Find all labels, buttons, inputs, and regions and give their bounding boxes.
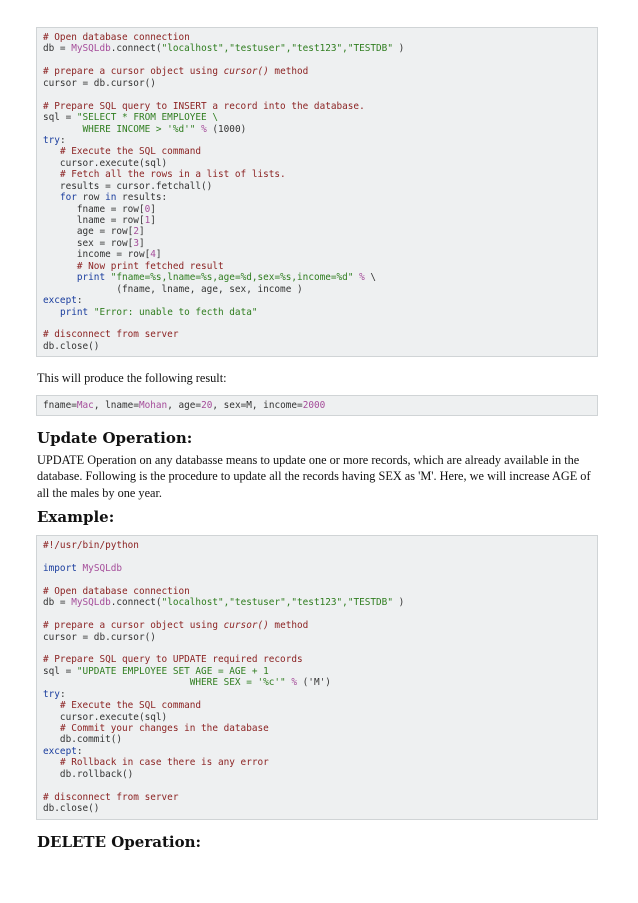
code-line [43, 400, 591, 411]
heading-delete-operation: DELETE Operation: [37, 833, 202, 851]
code-line [43, 329, 591, 340]
code-token: for [59, 192, 77, 204]
code-token: ) [392, 597, 405, 609]
code-token: method [268, 620, 309, 632]
code-token: # Rollback in case there is any error [59, 757, 269, 769]
code-token: 20 [201, 400, 213, 411]
result-intro-text: This will produce the following result: [37, 371, 227, 385]
code-token: MySQLdb [82, 562, 123, 574]
code-token: db.rollback() [43, 768, 134, 780]
code-token: 4 [150, 249, 156, 261]
code-token: # prepare a cursor object using [43, 620, 224, 632]
code-line [43, 112, 591, 123]
code-token: : [76, 745, 83, 757]
code-token: (fname, lname, age, sex, income ) [43, 283, 303, 295]
code-token: % [291, 677, 298, 689]
code-line [43, 318, 591, 329]
code-token: ] [150, 215, 156, 226]
code-token [43, 146, 60, 157]
code-line [43, 272, 591, 283]
code-line [43, 32, 591, 43]
code-token: cursor() [223, 620, 269, 632]
code-token: # prepare a cursor object using [43, 66, 224, 78]
code-line [43, 101, 591, 112]
code-line [43, 654, 591, 665]
code-line [43, 609, 591, 620]
code-token: ) [392, 43, 405, 55]
code-token: "Error: unable to fecth data" [93, 306, 258, 318]
code-line [43, 238, 591, 249]
code-token: except [43, 295, 77, 307]
code-token [43, 757, 60, 768]
code-token: % [201, 123, 207, 135]
code-token: ] [138, 226, 145, 238]
code-line [43, 597, 591, 608]
code-line [43, 146, 591, 157]
code-token: # Execute the SQL command [59, 700, 202, 712]
code-token: sql = [43, 112, 77, 124]
code-line [43, 55, 591, 66]
code-token: income = row[ [43, 249, 151, 261]
code-token: method [268, 66, 309, 78]
code-token: try [43, 134, 60, 146]
code-line [43, 341, 591, 352]
code-token [43, 272, 77, 283]
code-token: "SELECT * FROM EMPLOYEE \ [76, 112, 218, 124]
code-token: except [43, 745, 77, 757]
code-token: # disconnect from server [43, 791, 179, 803]
code-line [43, 792, 591, 803]
code-token: # disconnect from server [43, 329, 179, 341]
code-line [43, 734, 591, 745]
code-token: \ [364, 272, 377, 284]
code-line [43, 780, 591, 791]
code-line [43, 563, 591, 574]
code-token: # Prepare SQL query to INSERT a record into the database. [43, 100, 365, 112]
code-line [43, 666, 591, 677]
code-token: % [359, 272, 365, 284]
code-line [43, 700, 591, 711]
heading-update-operation: Update Operation: [37, 429, 193, 447]
code-token [43, 169, 60, 180]
code-token: # Fetch all the rows in a list of lists. [59, 169, 286, 181]
code-block-output [36, 395, 598, 416]
code-token: , sex=M, income= [212, 400, 303, 411]
code-token: db.close() [43, 803, 100, 815]
code-token: "localhost","testuser","test123","TESTDB" [161, 597, 393, 609]
code-token: # Commit your changes in the database [59, 723, 269, 734]
code-token: db.close() [43, 340, 100, 352]
code-token: Mohan [138, 400, 168, 411]
code-line [43, 249, 591, 260]
code-line [43, 689, 591, 700]
code-token: row [76, 192, 106, 204]
code-token: WHERE INCOME > '%d'" [43, 123, 196, 135]
code-line [43, 284, 591, 295]
code-block-insert-select [36, 27, 598, 357]
code-token: 2 [133, 226, 139, 238]
code-token: .connect( [110, 43, 162, 55]
code-line [43, 215, 591, 226]
code-token: sex = row[ [43, 237, 134, 249]
code-token: 0 [144, 203, 151, 215]
code-line [43, 540, 591, 551]
code-token: : [76, 295, 83, 307]
code-line [43, 158, 591, 169]
code-token: age = row[ [43, 226, 134, 238]
code-line [43, 226, 591, 237]
code-token: 3 [133, 237, 139, 249]
code-token: cursor.execute(sql) [43, 711, 168, 723]
code-line [43, 723, 591, 734]
code-token: print [59, 306, 89, 318]
code-line [43, 769, 591, 780]
code-token: fname = row[ [43, 203, 145, 215]
code-line [43, 261, 591, 272]
code-line [43, 295, 591, 306]
code-token: ] [138, 237, 145, 249]
code-line [43, 89, 591, 100]
code-token: "localhost","testuser","test123","TESTDB" [161, 43, 393, 55]
code-token: cursor() [223, 66, 269, 78]
code-token: cursor = db.cursor() [43, 631, 156, 643]
code-token [43, 700, 60, 711]
code-line [43, 677, 591, 688]
code-token: # Open database connection [43, 585, 190, 597]
code-line [43, 746, 591, 757]
code-token: db = [43, 43, 72, 55]
code-line [43, 803, 591, 814]
code-token: # Prepare SQL query to UPDATE required records [43, 654, 303, 666]
code-token: (1000) [206, 123, 247, 135]
code-line [43, 551, 591, 562]
code-line [43, 574, 591, 585]
code-token: , lname= [93, 400, 139, 411]
code-token: WHERE SEX = '%c'" [43, 677, 286, 689]
code-line [43, 712, 591, 723]
code-line [43, 620, 591, 631]
code-line [43, 204, 591, 215]
code-token: db.commit() [43, 734, 123, 746]
code-token [43, 192, 60, 203]
code-line [43, 586, 591, 597]
code-block-update [36, 535, 598, 820]
code-token [43, 307, 60, 318]
code-line [43, 181, 591, 192]
code-token: # Execute the SQL command [59, 146, 202, 158]
code-token: Mac [76, 400, 94, 411]
code-token: .connect( [110, 597, 162, 609]
code-token: # Now print fetched result [76, 260, 224, 272]
code-token: MySQLdb [71, 597, 111, 609]
code-token: cursor = db.cursor() [43, 77, 156, 89]
code-token: in [105, 192, 117, 204]
code-token: ('M') [297, 677, 331, 689]
code-token: lname = row[ [43, 215, 145, 226]
code-token: sql = [43, 665, 77, 677]
code-token [43, 723, 60, 734]
code-token: results = cursor.fetchall() [43, 180, 213, 192]
code-token: # Open database connection [43, 32, 190, 43]
code-token: MySQLdb [71, 43, 111, 55]
code-line [43, 66, 591, 77]
code-token: 1 [144, 215, 151, 226]
code-token: "fname=%s,lname=%s,age=%d,sex=%s,income=%d" [110, 272, 354, 284]
code-token: try [43, 688, 60, 700]
code-line [43, 307, 591, 318]
code-line [43, 169, 591, 180]
code-line [43, 757, 591, 768]
code-token: fname= [43, 400, 77, 411]
code-line [43, 43, 591, 54]
code-token: 2000 [302, 400, 326, 411]
code-line [43, 78, 591, 89]
code-token: ] [150, 203, 156, 215]
code-token: import [43, 562, 77, 574]
code-token: ] [155, 249, 162, 261]
code-token [43, 261, 77, 272]
code-line [43, 192, 591, 203]
code-line [43, 643, 591, 654]
code-token: , age= [167, 400, 202, 411]
heading-example: Example: [37, 508, 115, 526]
code-token: print [76, 272, 106, 284]
code-token: #!/usr/bin/python [43, 540, 139, 551]
code-token: results: [116, 192, 168, 204]
update-description-paragraph: UPDATE Operation on any databasse means to update one or more records, which are already available in the database. Following is the procedure to update all the records having SEX as 'M'. Here, we will increase AGE of all the males by one year. [37, 453, 591, 500]
code-token: : [59, 688, 66, 700]
code-token: db = [43, 597, 72, 609]
code-token: cursor.execute(sql) [43, 157, 168, 169]
code-line [43, 632, 591, 643]
code-token: "UPDATE EMPLOYEE SET AGE = AGE + 1 [76, 665, 269, 677]
code-token: : [59, 134, 66, 146]
code-line [43, 124, 591, 135]
code-line [43, 135, 591, 146]
